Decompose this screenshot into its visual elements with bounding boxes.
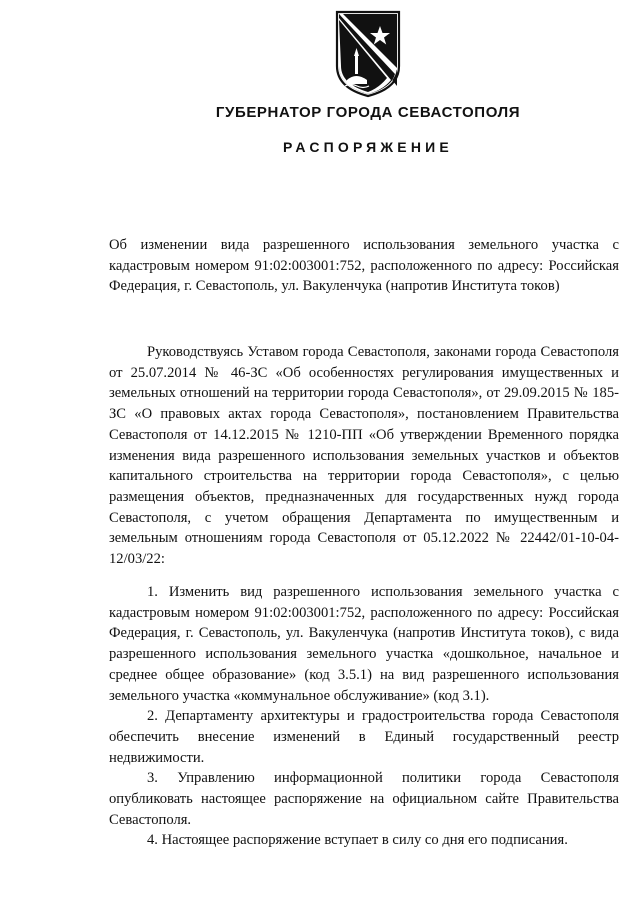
decree-item: 1. Изменить вид разрешенного использования земельного участка с кадастровым номером 91:02:003001:752, расположенного по адресу: Российская Федерация, г. Севастополь, ул. Вакуленчука (напротив Института токов), с вида разрешенного использования земельного участка «дошкольное, начальное и среднее общее образование» (код 3.5.1) на вид разрешенного использования земельного участка «коммунальное обслуживание» (код 3.1). xyxy=(109,584,619,704)
preamble-text: Руководствуясь Уставом города Севастополя, законами города Севастополя от 25.07.2014 № 46-ЗС «Об особенностях регулирования имущественных и земельных отношений на территории города Севастополя», от 29.09.2015 № 185-ЗС «О правовых актах города Севастополя», постановлением Правительства Севастополя от 14.12.2015 № 1210-ПП «Об утверждении Временного порядка изменения вида разрешенного использования земельных участков и объектов капитального строительства на территории города Севастополя», с целью размещения объектов, предназначенных для государственных нужд города Севастополя, с учетом обращения Департамента по имущественным и земельным отношениям города Севастополя от 05.12.2022 № 22442/01-10-04-12/03/22: xyxy=(109,344,619,568)
sevastopol-coat-of-arms-icon xyxy=(333,8,403,98)
preamble xyxy=(109,342,619,570)
decree-item: 2. Департаменту архитектуры и градостроительства города Севастополя обеспечить внесение изменений в Единый государственный реестр недвижимости. xyxy=(109,708,619,766)
decree-items xyxy=(109,582,619,851)
decree-item: 3. Управлению информационной политики города Севастополя опубликовать настоящее распоряжение на официальном сайте Правительства Севастополя. xyxy=(109,770,619,828)
organization-title: ГУБЕРНАТОР ГОРОДА СЕВАСТОПОЛЯ xyxy=(215,104,521,121)
document-type-title: РАСПОРЯЖЕНИЕ xyxy=(283,139,453,155)
document-subject: Об изменении вида разрешенного использования земельного участка с кадастровым номером 91:02:003001:752, расположенного по адресу: Российская Федерация, г. Севастополь, ул. Вакуленчука (напротив Института токов) xyxy=(109,237,619,295)
decree-item: 4. Настоящее распоряжение вступает в силу со дня его подписания. xyxy=(147,832,568,849)
